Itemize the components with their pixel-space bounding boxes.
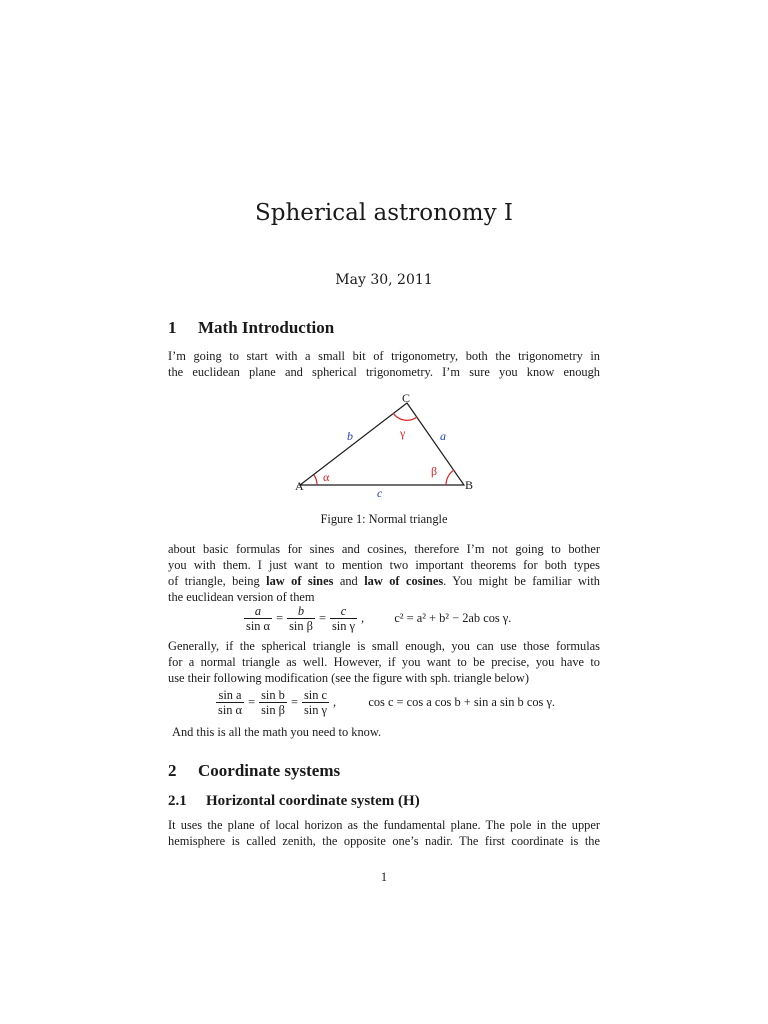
text-line: the euclidean plane and spherical trigonometry. I’m sure you know enough <box>168 365 600 379</box>
text-line <box>168 573 600 589</box>
text-line: I’m going to start with a small bit of trigonometry, both the trigonometry in <box>168 349 600 363</box>
section-heading-2 <box>168 761 340 781</box>
text-fragment: . You might be familiar with <box>443 574 600 588</box>
text-line: about basic formulas for sines and cosines, therefore I’m not going to bother <box>168 542 600 556</box>
intro-paragraph <box>168 348 600 380</box>
subsection-number: 2.1 <box>168 793 187 809</box>
laws-paragraph <box>168 541 600 605</box>
fraction: $\frac{\text{sin a}}{\text{sin α}}$ <box>218 688 243 717</box>
side-c-label: c <box>377 486 383 500</box>
subsection-title: Horizontal coordinate system (H) <box>206 793 420 809</box>
text-line: for a normal triangle as well. However, if you want to be precise, you have to <box>168 655 600 669</box>
text-line: hemisphere is called zenith, the opposite one’s nadir. The first coordinate is the <box>168 834 600 848</box>
cosine-law-spherical: cos c = cos a cos b + sin a sin b cos γ. <box>368 695 556 709</box>
equation-spherical: $\frac{\text{sin a}}{\text{sin α}}$ = $\frac{\text{sin b}}{\text{sin β}}$ = $\frac{\text{sin c}}{\text{sin γ}}$ , cos c = cos a cos b + sin a sin b cos γ. <box>218 688 556 717</box>
paper-title: Spherical astronomy I <box>255 200 513 226</box>
text-fragment: of triangle, being <box>168 574 267 588</box>
law-of-cosines-term: law of cosines <box>364 574 444 588</box>
text-line: And this is all the math you need to know. <box>172 725 382 739</box>
text-line: It uses the plane of local horizon as the fundamental plane. The pole in the upper <box>168 818 600 832</box>
vertex-c-label: C <box>402 391 411 405</box>
law-of-sines-term: law of sines <box>266 574 334 588</box>
fraction: $\frac{\text{sin c}}{\text{sin γ}}$ <box>303 688 327 717</box>
modification-paragraph <box>168 638 600 686</box>
text-line: use their following modification (see the figure with sph. triangle below) <box>168 671 529 685</box>
page-number: 1 <box>380 870 388 884</box>
triangle-figure <box>290 388 480 500</box>
section-number: 2 <box>168 761 177 780</box>
fraction: $\frac{c}{\text{sin γ}}$ <box>331 604 355 633</box>
figure-caption: Figure 1: Normal triangle <box>320 512 448 526</box>
horizontal-system-paragraph <box>168 817 600 849</box>
side-b-label: b <box>347 429 353 443</box>
section-number: 1 <box>168 318 177 337</box>
fraction: $\frac{a}{\text{sin α}}$ <box>246 604 271 633</box>
cosine-law-euclidean: c² = a² + b² − 2ab cos γ. <box>394 611 512 625</box>
text-line: the euclidean version of them <box>168 590 315 604</box>
text-fragment: and <box>333 574 365 588</box>
vertex-a-label: A <box>295 479 304 493</box>
subsection-heading-2-1 <box>168 793 420 810</box>
angle-alpha-arc <box>314 475 317 485</box>
angle-gamma-label: γ <box>400 426 406 440</box>
section-heading-1 <box>168 318 334 338</box>
fraction: $\frac{b}{\text{sin β}}$ <box>289 604 313 633</box>
fraction: $\frac{\text{sin b}}{\text{sin β}}$ <box>261 688 285 717</box>
side-a-label: a <box>440 429 446 443</box>
vertex-b-label: B <box>465 478 474 492</box>
text-line: Generally, if the spherical triangle is small enough, you can use those formulas <box>168 639 600 653</box>
section-title: Math Introduction <box>198 318 335 337</box>
text-line: you with them. I just want to mention two important theorems for both types <box>168 558 600 572</box>
angle-alpha-label: α <box>323 470 330 484</box>
angle-beta-arc <box>446 470 454 485</box>
section-title: Coordinate systems <box>198 761 341 780</box>
equation-euclidean: $\frac{a}{\text{sin α}}$ = $\frac{b}{\text{sin β}}$ = $\frac{c}{\text{sin γ}}$ , c² = a² + b² − 2ab cos γ. <box>246 604 512 633</box>
angle-gamma-arc <box>393 413 417 420</box>
paper-date: May 30, 2011 <box>335 272 433 288</box>
angle-beta-label: β <box>431 464 438 478</box>
closing-line <box>172 724 604 740</box>
